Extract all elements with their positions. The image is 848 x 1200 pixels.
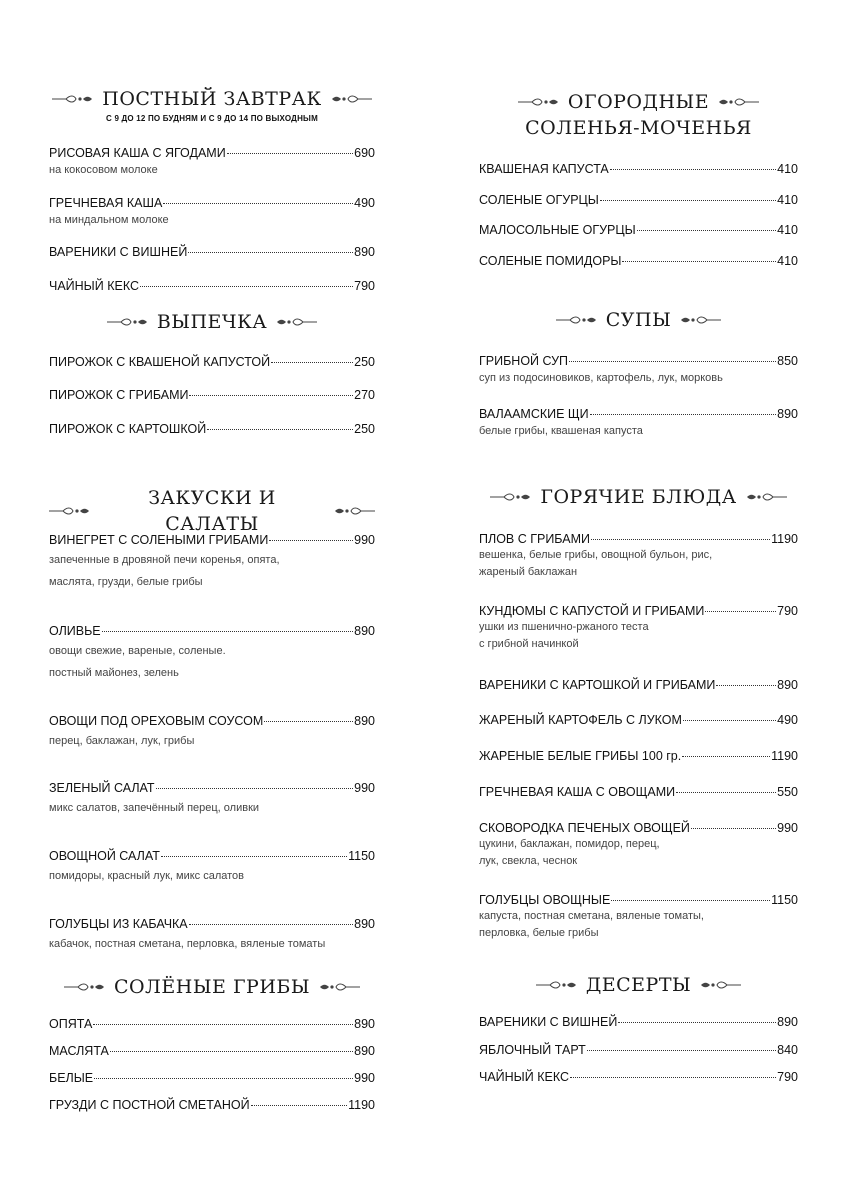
item-price: 790 [354,279,375,293]
menu-item [49,1016,375,1032]
item-desc: микс салатов, запечённый перец, оливки [49,802,260,814]
item-price: 410 [777,254,798,268]
section-title: СОЛЕНЬЯ-МОЧЕНЬЯ [525,117,752,139]
item-name: ЖАРЕНЫЕ БЕЛЫЕ ГРИБЫ 100 гр. [479,749,682,763]
item-name: ОВОЩНОЙ САЛАТ [49,849,160,863]
section-soups-header [479,307,798,333]
item-name: ПИРОЖОК С ГРИБАМИ [49,388,189,402]
item-name: ВАРЕНИКИ С КАРТОШКОЙ И ГРИБАМИ [479,678,716,692]
ornament-left-icon [107,317,149,327]
menu-item [479,892,798,942]
item-price: 890 [777,1015,798,1029]
menu-item [479,820,798,870]
ornament-right-icon [717,97,759,107]
menu-item [49,780,375,820]
ornament-right-icon [318,982,360,992]
section-title: ЗАКУСКИ И САЛАТЫ [148,487,276,535]
ornament-right-icon [333,506,375,516]
item-price: 990 [354,1071,375,1085]
menu-item [479,406,798,441]
menu-item [479,1014,798,1030]
item-price: 1190 [348,1098,375,1112]
item-name: ВАРЕНИКИ С ВИШНЕЙ [49,245,188,259]
item-desc: помидоры, красный лук, микс салатов [49,870,245,882]
ornament-left-icon [490,492,532,502]
item-price: 840 [777,1043,798,1057]
menu-item [49,387,375,403]
item-name: СОЛЕНЫЕ ОГУРЦЫ [479,193,599,207]
item-price: 1150 [771,893,798,907]
menu-item [49,916,375,956]
item-price: 890 [354,245,375,259]
menu-item [479,253,798,269]
item-desc: на миндальном молоке [49,214,169,226]
section-title: ДЕСЕРТЫ [585,974,692,996]
item-price: 270 [354,388,375,402]
menu-item [49,1070,375,1086]
item-name: РИСОВАЯ КАША С ЯГОДАМИ [49,146,226,160]
section-title: ПОСТНЫЙ ЗАВТРАК [102,88,322,110]
menu-item [49,623,375,684]
menu-item [479,677,798,693]
item-price: 890 [777,678,798,692]
menu-item [49,1097,375,1113]
item-name: ПЛОВ С ГРИБАМИ [479,532,590,546]
section-subtitle: С 9 ДО 12 ПО БУДНЯМ И С 9 ДО 14 ПО ВЫХОДНЫМ [106,114,318,123]
item-price: 690 [354,146,375,160]
section-snacks-header [49,485,375,537]
item-desc: перловка, белые грибы [479,927,599,939]
item-price: 490 [777,713,798,727]
item-desc: жареный баклажан [479,566,578,578]
ornament-right-icon [679,315,721,325]
item-name: ВИНЕГРЕТ С СОЛЕНЫМИ ГРИБАМИ [49,533,269,547]
item-price: 790 [777,604,798,618]
item-desc: цукини, баклажан, помидор, перец, [479,838,660,850]
menu-item [479,192,798,208]
section-breakfast-header [49,86,375,112]
item-desc: на кокосовом молоке [49,164,158,176]
item-name: ЧАЙНЫЙ КЕКС [49,279,139,293]
menu-item [479,1069,798,1085]
section-title: ГОРЯЧИЕ БЛЮДА [540,486,737,508]
item-name: ГОЛУБЦЫ ОВОЩНЫЕ [479,893,611,907]
menu-item [49,354,375,370]
item-price: 550 [777,785,798,799]
item-price: 890 [354,714,375,728]
item-name: ОПЯТА [49,1017,93,1031]
item-desc: белые грибы, квашеная капуста [479,425,643,437]
ornament-left-icon [49,506,91,516]
item-desc: постный майонез, зелень [49,667,179,679]
item-desc: капуста, постная сметана, вяленые томаты, [479,910,704,922]
item-price: 410 [777,162,798,176]
item-name: ВАЛААМСКИЕ ЩИ [479,407,589,421]
menu-item [479,222,798,238]
item-name: СОЛЕНЫЕ ПОМИДОРЫ [479,254,622,268]
item-price: 850 [777,354,798,368]
item-name: ВАРЕНИКИ С ВИШНЕЙ [479,1015,618,1029]
item-desc: кабачок, постная сметана, перловка, вяленые томаты [49,938,326,950]
item-name: ГРЕЧНЕВАЯ КАША [49,196,163,210]
section-title: СУПЫ [605,309,672,331]
item-name: КУНДЮМЫ С КАПУСТОЙ И ГРИБАМИ [479,604,705,618]
item-desc: суп из подосиновиков, картофель, лук, морковь [479,372,723,384]
item-price: 890 [354,917,375,931]
item-price: 250 [354,355,375,369]
menu-item [479,531,798,581]
section-title: ОГОРОДНЫЕ [567,91,710,113]
menu-item [49,532,375,593]
item-price: 1150 [348,849,375,863]
item-desc: с грибной начинкой [479,638,579,650]
section-hot-header [479,484,798,510]
menu-item [49,244,375,260]
item-name: ЧАЙНЫЙ КЕКС [479,1070,569,1084]
section-mushrooms-header [49,974,375,1000]
ornament-right-icon [275,317,317,327]
section-pastry-header [49,309,375,335]
item-name: ОВОЩИ ПОД ОРЕХОВЫМ СОУСОМ [49,714,264,728]
item-desc: овощи свежие, вареные, соленые. [49,645,226,657]
section-desserts-header [479,972,798,998]
item-price: 1190 [771,749,798,763]
item-desc: запеченные в дровяной печи коренья, опята, [49,554,280,566]
item-desc: перец, баклажан, лук, грибы [49,735,195,747]
item-name: ЖАРЕНЫЙ КАРТОФЕЛЬ С ЛУКОМ [479,713,682,727]
item-name: ПИРОЖОК С КАРТОШКОЙ [49,422,207,436]
menu-item [49,421,375,437]
menu-item [479,712,798,728]
item-price: 890 [354,624,375,638]
ornament-left-icon [556,315,598,325]
item-name: ЯБЛОЧНЫЙ ТАРТ [479,1043,586,1057]
item-name: ГРЕЧНЕВАЯ КАША С ОВОЩАМИ [479,785,676,799]
ornament-right-icon [330,94,372,104]
item-name: МАСЛЯТА [49,1044,109,1058]
item-price: 890 [354,1017,375,1031]
section-title: ВЫПЕЧКА [156,311,268,333]
item-name: ГОЛУБЦЫ ИЗ КАБАЧКА [49,917,188,931]
ornament-left-icon [52,94,94,104]
item-price: 410 [777,193,798,207]
menu-item [479,353,798,388]
item-desc: лук, свекла, чеснок [479,855,578,867]
ornament-left-icon [518,97,560,107]
section-title: СОЛЁНЫЕ ГРИБЫ [113,976,311,998]
menu-item [479,603,798,653]
item-name: КВАШЕНАЯ КАПУСТА [479,162,609,176]
section-pickles-header [479,89,798,115]
item-price: 990 [354,533,375,547]
item-name: ГРИБНОЙ СУП [479,354,569,368]
item-price: 890 [777,407,798,421]
item-desc: ушки из пшенично-ржаного теста [479,621,649,633]
menu-item [49,848,375,888]
item-price: 490 [354,196,375,210]
item-name: МАЛОСОЛЬНЫЕ ОГУРЦЫ [479,223,636,237]
menu-item [479,784,798,800]
ornament-right-icon [745,492,787,502]
item-name: БЕЛЫЕ [49,1071,94,1085]
menu-item [49,278,375,294]
item-price: 990 [777,821,798,835]
item-price: 890 [354,1044,375,1058]
item-name: СКОВОРОДКА ПЕЧЕНЫХ ОВОЩЕЙ [479,821,690,835]
section-pickles-header-line2 [479,115,798,141]
item-price: 990 [354,781,375,795]
menu-item [49,1043,375,1059]
item-price: 250 [354,422,375,436]
menu-item [479,748,798,764]
menu-item [49,145,375,180]
item-name: ОЛИВЬЕ [49,624,101,638]
item-price: 790 [777,1070,798,1084]
item-price: 410 [777,223,798,237]
menu-item [49,713,375,753]
ornament-left-icon [64,982,106,992]
ornament-right-icon [699,980,741,990]
item-desc: маслята, грузди, белые грибы [49,576,203,588]
item-name: ГРУЗДИ С ПОСТНОЙ СМЕТАНОЙ [49,1098,250,1112]
menu-item [49,195,375,230]
item-price: 1190 [771,532,798,546]
item-name: ЗЕЛЕНЫЙ САЛАТ [49,781,155,795]
menu-item [479,161,798,177]
menu-item [479,1042,798,1058]
item-desc: вешенка, белые грибы, овощной бульон, рис, [479,549,713,561]
item-name: ПИРОЖОК С КВАШЕНОЙ КАПУСТОЙ [49,355,271,369]
ornament-left-icon [536,980,578,990]
